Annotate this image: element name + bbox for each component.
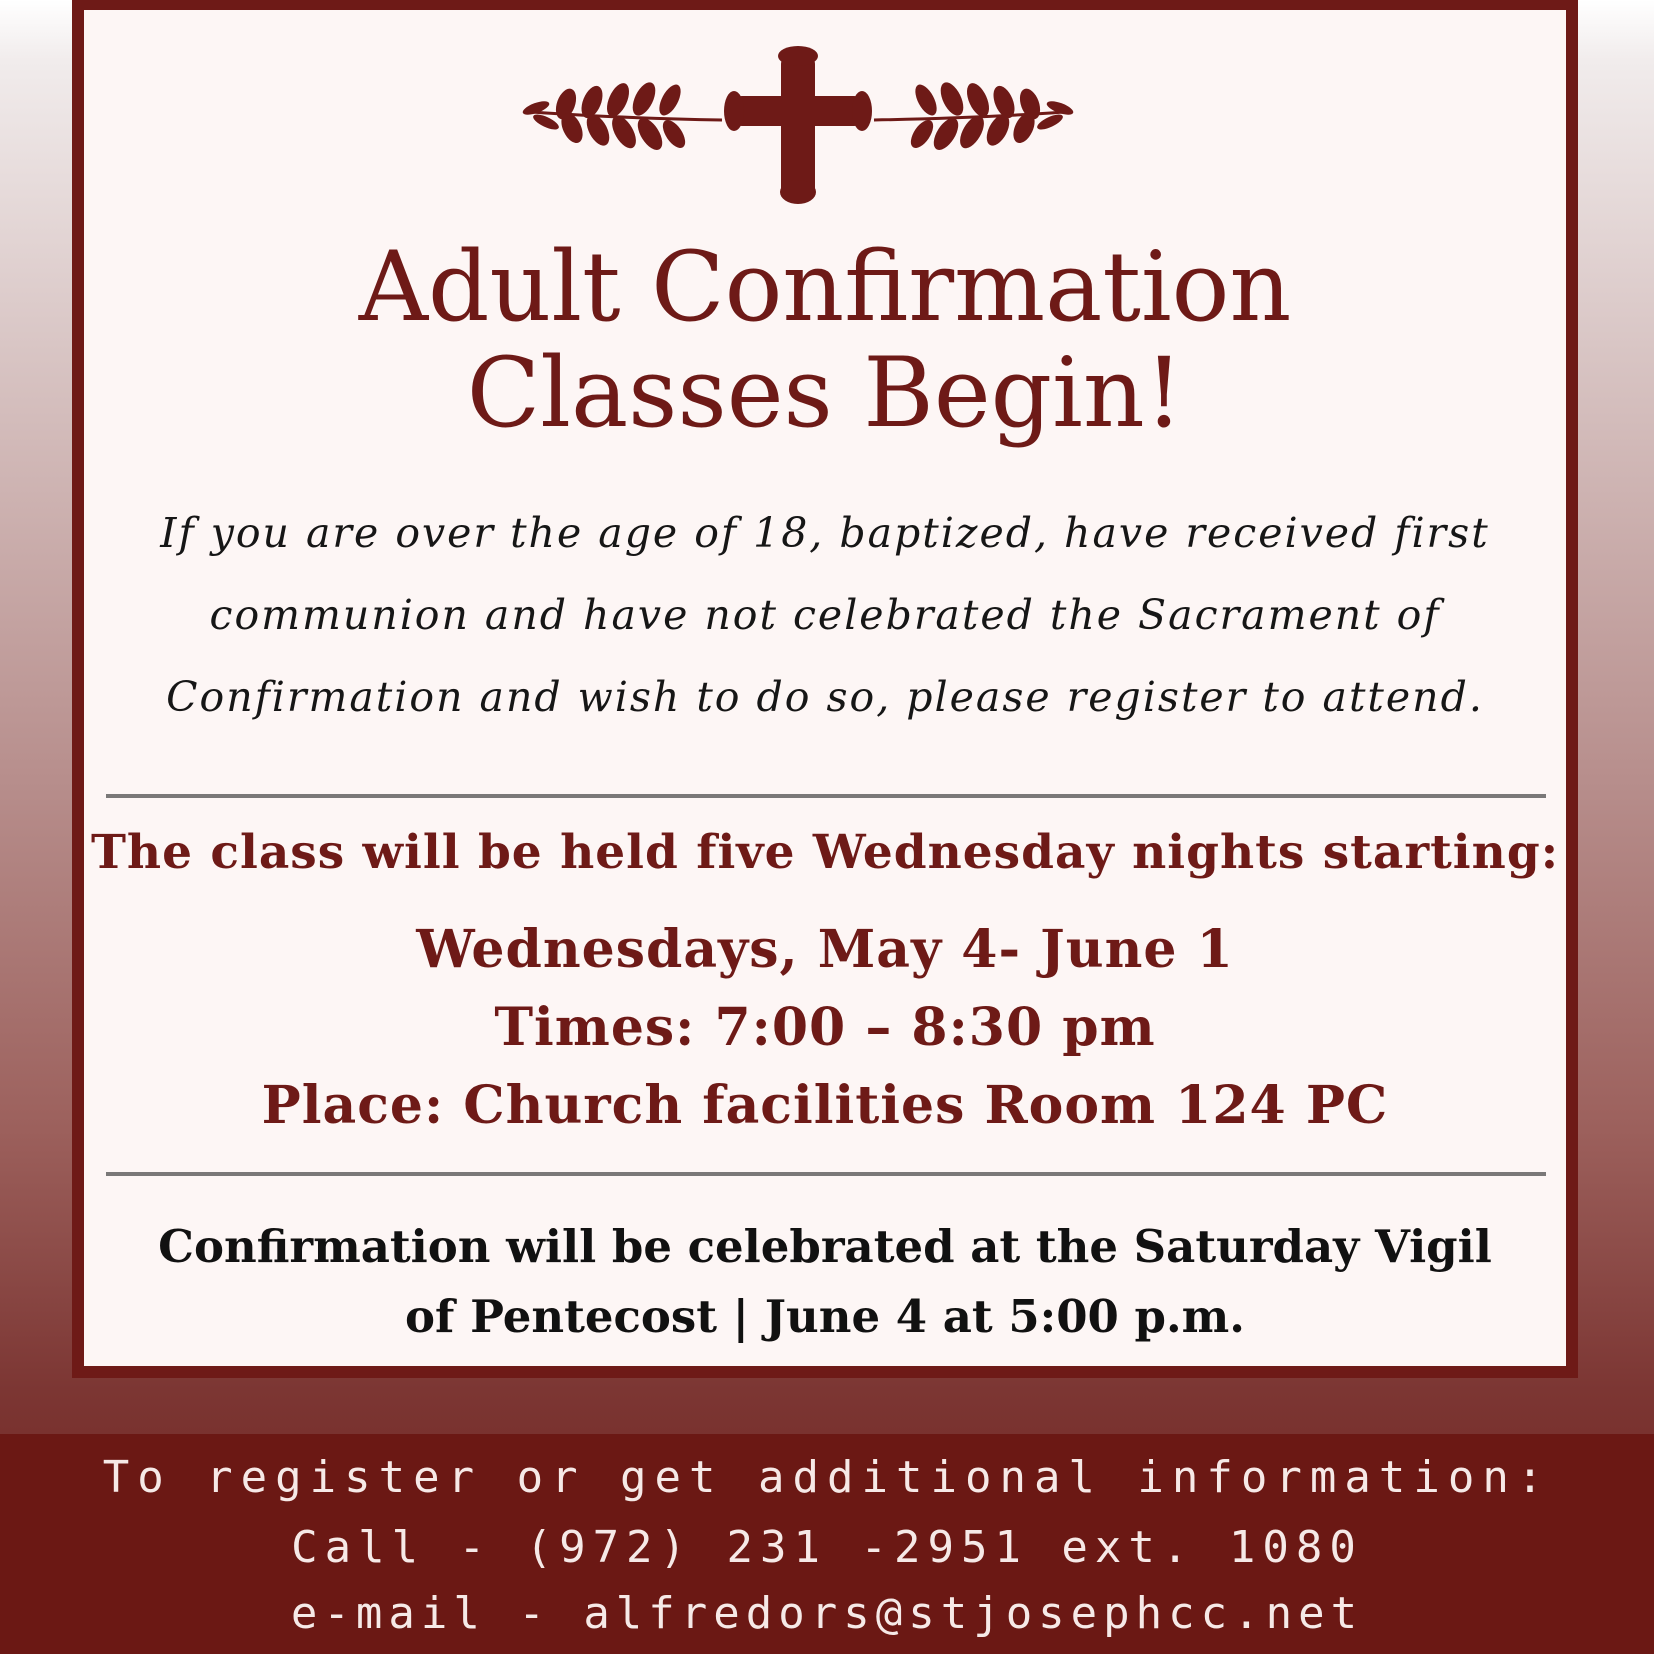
- confirmation-note: Confirmation will be celebrated at the Saturday Vigil of Pentecost | June 4 at 5:00 p.m.: [158, 1220, 1492, 1343]
- intro-paragraph: If you are over the age of 18, baptized, have received first communion and have not celebrated the Sacrament of Confirmation and wish to do so, please register to attend.: [160, 509, 1490, 721]
- title-line-1: Adult Confirmation: [358, 231, 1292, 343]
- title-line-2: Classes Begin!: [466, 337, 1184, 449]
- divider-bottom: [106, 1172, 1546, 1176]
- contact-footer: [0, 1434, 1654, 1654]
- footer-phone: Call - (972) 231 -2951 ext. 1080: [291, 1522, 1363, 1573]
- schedule-place: Place: Church facilities Room 124 PC: [261, 1075, 1389, 1136]
- flyer-card: [72, 0, 1578, 1378]
- divider-top: [106, 794, 1546, 798]
- schedule-times: Times: 7:00 – 8:30 pm: [494, 997, 1156, 1058]
- schedule-heading: The class will be held five Wednesday nights starting:: [90, 825, 1560, 880]
- wheat-branch-icon: [521, 79, 722, 154]
- footer-email: e-mail - alfredors@stjosephcc.net: [290, 1588, 1364, 1639]
- cross-icon: [724, 46, 872, 204]
- wheat-branch-icon: [874, 79, 1075, 154]
- header-ornament: [84, 38, 1590, 218]
- schedule-dates: Wednesdays, May 4- June 1: [416, 919, 1234, 980]
- footer-register-line: To register or get additional information:: [102, 1452, 1552, 1503]
